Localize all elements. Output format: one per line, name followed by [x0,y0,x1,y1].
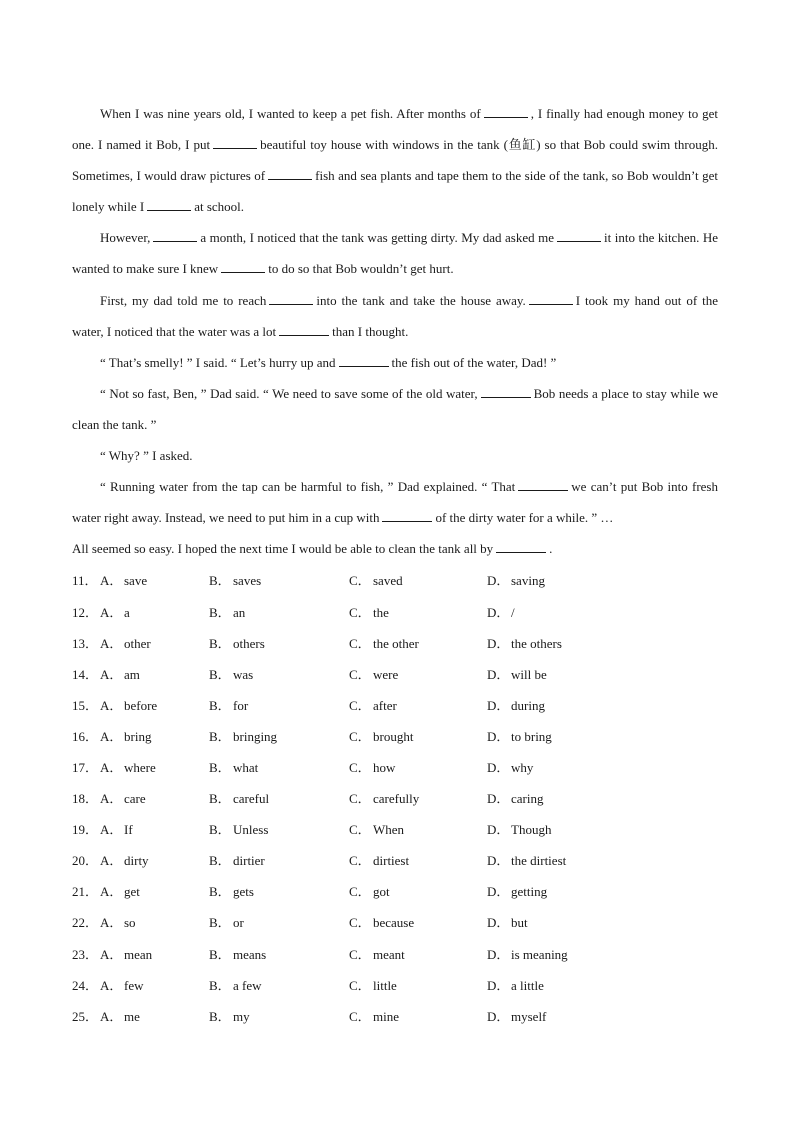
option-c[interactable] [349,850,487,869]
option-text: others [233,635,265,651]
option-text: myself [511,1008,547,1024]
option-letter: C． [349,666,371,682]
option-d[interactable] [487,850,607,869]
question-row [72,720,718,751]
option-letter: C． [349,1008,371,1024]
option-text: the [373,604,389,620]
option-c[interactable] [349,788,487,807]
option-text: were [373,666,399,682]
passage-text: Bob needs a place to stay while we clean the tank. ” [72,385,718,432]
option-letter: C． [349,791,371,807]
passage-text: First, my dad told me to reach [100,292,267,308]
option-text: If [124,822,133,838]
option-letter: A． [100,573,123,589]
passage-text: the fish out of the water, Dad! ” [391,354,557,370]
paragraph-6 [72,440,718,471]
question-number: 20． [72,853,99,869]
option-text: but [511,915,528,931]
option-text: a [124,604,130,620]
option-b[interactable] [209,1006,349,1025]
option-letter: C． [349,728,371,744]
option-letter: B． [209,977,231,993]
question-row [72,875,718,906]
blank-25 [496,540,546,553]
passage-text: . [549,541,553,557]
option-c[interactable] [349,757,487,776]
option-letter: A． [100,791,123,807]
option-text: an [233,604,246,620]
option-d[interactable] [487,570,607,589]
option-a[interactable] [100,819,209,838]
blank-16 [557,229,601,242]
passage-text: I took my hand out of the water, I noticed that the water was a lot [72,292,718,339]
option-b[interactable] [209,975,349,994]
option-text: a few [233,977,262,993]
option-letter: D． [487,573,510,589]
blank-17 [221,260,265,273]
answer-options [72,564,718,1030]
option-letter: D． [487,977,510,993]
option-letter: D． [487,946,510,962]
blank-18 [269,292,313,305]
option-c[interactable] [349,819,487,838]
option-letter: B． [209,915,231,931]
option-d[interactable] [487,944,607,963]
option-text: other [124,635,151,651]
passage-text: we can’t put Bob into fresh water right away. Instead, we need to put him in a cup with [72,479,718,526]
option-letter: B． [209,760,231,776]
option-letter: B． [209,666,231,682]
option-text: me [124,1008,140,1024]
worksheet-page [72,98,718,1031]
option-d[interactable] [487,757,607,776]
passage-text: into the tank and take the house away. [316,292,526,308]
option-d[interactable] [487,1006,607,1025]
option-text: Though [511,822,552,838]
option-b[interactable] [209,788,349,807]
question-row [72,844,718,875]
option-text: When [373,822,405,838]
option-text: save [124,573,148,589]
option-text: means [233,946,267,962]
option-letter: B． [209,604,231,620]
blank-21 [339,354,389,367]
blank-20 [279,323,329,336]
paragraph-8 [72,533,718,564]
option-text: dirty [124,853,149,869]
option-letter: B． [209,822,231,838]
option-letter: D． [487,853,510,869]
passage-text: “ That’s smelly! ” I said. “ Let’s hurry up and [100,354,336,370]
option-text: Unless [233,822,269,838]
passage-text: at school. [194,199,245,215]
option-text: care [124,791,146,807]
option-c[interactable] [349,664,487,683]
option-letter: D． [487,666,510,682]
option-text: was [233,666,254,682]
option-letter: B． [209,697,231,713]
option-text: saves [233,573,262,589]
option-b[interactable] [209,912,349,931]
option-letter: A． [100,728,123,744]
question-number: 15． [72,697,99,713]
option-letter: C． [349,604,371,620]
option-letter: B． [209,635,231,651]
option-text: for [233,697,249,713]
option-letter: C． [349,760,371,776]
option-text: dirtier [233,853,265,869]
option-text: meant [373,946,405,962]
option-d[interactable] [487,975,607,994]
option-text: caring [511,791,544,807]
option-a[interactable] [100,912,209,931]
option-text: what [233,760,259,776]
paragraph-4 [72,347,718,378]
paragraph-1 [72,98,718,222]
passage-text: of the dirty water for a while. ” … [435,510,614,526]
passage-text: to do so that Bob wouldn’t get hurt. [268,261,454,277]
option-a[interactable] [100,944,209,963]
option-b[interactable] [209,850,349,869]
option-letter: C． [349,915,371,931]
option-letter: A． [100,760,123,776]
passage-text: fish and sea plants and tape them to the side of the tank, so Bob wouldn’t get lonely while I [72,168,719,215]
option-text: saved [373,573,403,589]
question-row [72,969,718,1000]
option-letter: A． [100,1008,123,1024]
option-letter: C． [349,853,371,869]
option-letter: B． [209,728,231,744]
question-row [72,938,718,969]
option-letter: C． [349,635,371,651]
question-row [72,596,718,627]
option-a[interactable] [100,850,209,869]
question-number: 24． [72,977,99,993]
option-letter: D． [487,697,510,713]
option-d[interactable] [487,912,607,931]
option-text: how [373,760,396,776]
question-row [72,782,718,813]
option-letter: A． [100,853,123,869]
option-c[interactable] [349,633,487,652]
option-a[interactable] [100,1006,209,1025]
option-text: my [233,1008,250,1024]
option-c[interactable] [349,726,487,745]
option-text: where [124,760,156,776]
option-letter: A． [100,915,123,931]
option-letter: D． [487,1008,510,1024]
option-text: mean [124,946,153,962]
question-number: 13． [72,635,99,651]
passage-text: All seemed so easy. I hoped the next time I would be able to clean the tank all by [72,541,494,557]
option-text: or [233,915,244,931]
option-letter: C． [349,946,371,962]
question-number: 16． [72,728,99,744]
option-text: getting [511,884,548,900]
option-letter: B． [209,853,231,869]
option-text: mine [373,1008,399,1024]
option-d[interactable] [487,881,607,900]
blank-19 [529,292,573,305]
passage-text: “ Why? ” I asked. [100,448,193,464]
option-letter: A． [100,604,123,620]
option-letter: C． [349,697,371,713]
option-text: the other [373,635,419,651]
option-text: a little [511,977,544,993]
option-b[interactable] [209,944,349,963]
blank-13 [268,167,312,180]
option-letter: D． [487,728,510,744]
option-letter: A． [100,946,123,962]
option-letter: B． [209,884,231,900]
passage-text: it into the kitchen. He wanted to make sure I knew [72,230,718,277]
option-letter: B． [209,1008,231,1024]
option-d[interactable] [487,602,607,621]
option-letter: D． [487,760,510,776]
question-number: 19． [72,822,99,838]
option-text: to bring [511,728,552,744]
option-b[interactable] [209,633,349,652]
option-letter: D． [487,884,510,900]
option-b[interactable] [209,819,349,838]
option-text: during [511,697,545,713]
passage-text: However, [100,230,151,246]
blank-11 [484,105,528,118]
option-a[interactable] [100,570,209,589]
option-letter: C． [349,884,371,900]
option-text: the dirtiest [511,853,567,869]
question-row [72,627,718,658]
option-text: after [373,697,397,713]
option-text: little [373,977,397,993]
blank-14 [147,198,191,211]
option-d[interactable] [487,695,607,714]
option-text: dirtiest [373,853,410,869]
option-letter: B． [209,573,231,589]
option-b[interactable] [209,695,349,714]
question-number: 11． [72,573,98,589]
question-row [72,813,718,844]
option-b[interactable] [209,664,349,683]
option-text: before [124,697,158,713]
option-letter: D． [487,791,510,807]
option-text: saving [511,573,545,589]
option-text: the others [511,635,562,651]
option-text: because [373,915,415,931]
paragraph-5 [72,378,718,440]
option-a[interactable] [100,881,209,900]
option-a[interactable] [100,726,209,745]
question-row [72,564,718,595]
option-b[interactable] [209,726,349,745]
option-b[interactable] [209,602,349,621]
option-d[interactable] [487,633,607,652]
option-c[interactable] [349,944,487,963]
option-text: why [511,760,534,776]
option-text: is meaning [511,946,568,962]
option-letter: A． [100,822,123,838]
option-text: get [124,884,140,900]
blank-23 [518,478,568,491]
option-c[interactable] [349,881,487,900]
option-letter: A． [100,697,123,713]
passage-text: “ Not so fast, Ben, ” Dad said. “ We need to save some of the old water, [100,385,478,401]
option-a[interactable] [100,602,209,621]
option-a[interactable] [100,695,209,714]
cloze-passage [72,98,718,564]
option-text: bring [124,728,152,744]
option-letter: C． [349,822,371,838]
option-text: will be [511,666,547,682]
passage-text: When I was nine years old, I wanted to keep a pet fish. After months of [100,106,481,121]
option-c[interactable] [349,975,487,994]
question-number: 25． [72,1008,99,1024]
option-text: gets [233,884,254,900]
question-number: 18． [72,791,99,807]
option-text: carefully [373,791,420,807]
passage-text: a month, I noticed that the tank was getting dirty. My dad asked me [200,230,555,246]
question-number: 21． [72,884,99,900]
passage-text: , I finally had enough money to get one. I named it Bob, I put [72,106,718,153]
option-text: so [124,915,136,931]
question-row [72,1000,718,1031]
option-b[interactable] [209,570,349,589]
option-text: / [511,604,515,620]
option-a[interactable] [100,633,209,652]
passage-text: beautiful toy house with windows in the tank (鱼缸) so that Bob could swim through. Sometimes, I would draw pictures of [72,137,718,184]
option-d[interactable] [487,819,607,838]
question-number: 17． [72,760,99,776]
question-number: 14． [72,666,99,682]
option-d[interactable] [487,726,607,745]
question-row [72,689,718,720]
option-letter: A． [100,635,123,651]
option-text: bringing [233,728,278,744]
option-text: got [373,884,390,900]
question-number: 22． [72,915,99,931]
option-c[interactable] [349,602,487,621]
option-d[interactable] [487,788,607,807]
option-c[interactable] [349,912,487,931]
blank-22 [481,385,531,398]
option-c[interactable] [349,695,487,714]
question-row [72,751,718,782]
option-letter: A． [100,884,123,900]
option-letter: D． [487,635,510,651]
option-letter: D． [487,822,510,838]
passage-text: than I thought. [332,323,409,339]
blank-12 [213,136,257,149]
option-a[interactable] [100,975,209,994]
option-text: am [124,666,140,682]
option-b[interactable] [209,757,349,776]
question-number: 23． [72,946,99,962]
option-c[interactable] [349,1006,487,1025]
option-text: few [124,977,144,993]
option-letter: C． [349,977,371,993]
option-a[interactable] [100,664,209,683]
option-c[interactable] [349,570,487,589]
option-text: brought [373,728,414,744]
option-letter: D． [487,604,510,620]
option-letter: D． [487,915,510,931]
option-d[interactable] [487,664,607,683]
question-row [72,906,718,937]
blank-15 [153,229,197,242]
option-letter: A． [100,977,123,993]
question-row [72,658,718,689]
option-b[interactable] [209,881,349,900]
paragraph-7 [72,471,718,533]
option-letter: C． [349,573,371,589]
question-number: 12． [72,604,99,620]
option-text: careful [233,791,270,807]
passage-text: “ Running water from the tap can be harmful to fish, ” Dad explained. “ That [100,479,516,495]
option-letter: A． [100,666,123,682]
option-a[interactable] [100,757,209,776]
option-letter: B． [209,791,231,807]
paragraph-2 [72,222,718,284]
option-a[interactable] [100,788,209,807]
blank-24 [382,509,432,522]
option-letter: B． [209,946,231,962]
paragraph-3 [72,285,718,347]
